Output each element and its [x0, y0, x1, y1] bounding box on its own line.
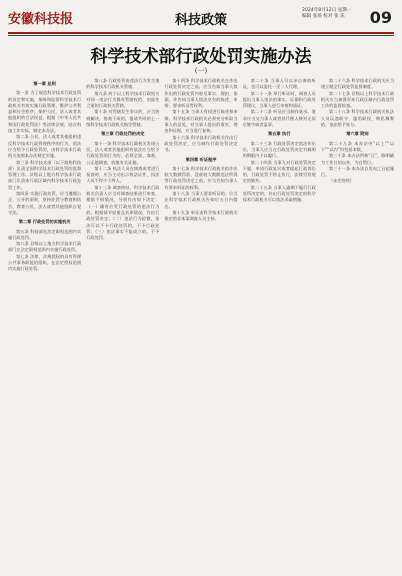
article-paragraph: 第三十一条 本办法自发布之日起施行。: [320, 165, 394, 178]
article-paragraph: 第十条 对管辖发生争议的，应当协商解决，协商不成的，报请共同的上一级科学技术行政机关指定管辖。: [86, 109, 160, 128]
editor-line: 编辑 张扬 校对 张 乐: [302, 14, 345, 19]
chapter-heading: 第一章 总则: [33, 81, 56, 86]
article-column: [164, 78, 237, 570]
article-paragraph: 第二十四条 当事人对行政处罚决定不服，申请行政复议或者提起行政诉讼的，行政处罚不停止执行，法律另有规定的除外。: [242, 159, 316, 184]
chapter-heading: 第六章 附则: [346, 131, 369, 137]
chapter-heading: 第五章 执行: [268, 131, 291, 137]
article-title: 科学技术部行政处罚实施办法: [90, 47, 312, 67]
article-paragraph: （未完待续）: [328, 178, 354, 184]
date-line: 2024年8月12日 星期一: [302, 8, 352, 13]
article-paragraph: 第十三条 调查终结，科学技术行政机关负责人应当对调查结果进行审查，根据不同情况，分别作出如下决定：（一）确有应受行政处罚的违法行为的，根据情节轻重及具体情况，作出行政处罚决定；（二）违法行为轻微，依法可以不予行政处罚的，不予行政处罚；（三）违法事实不能成立的，不予行政处罚。: [86, 184, 160, 241]
chapter-heading: 第四章 听证程序: [185, 156, 217, 162]
article-column: [8, 78, 81, 570]
article-column: [321, 78, 394, 570]
masthead-rule: [8, 32, 394, 34]
article-paragraph: 第八条 行政处罚由违法行为发生地的科学技术行政机关管辖。: [86, 78, 160, 90]
article-paragraph: 第二十五条 当事人逾期不履行行政处罚决定的，作出行政处罚决定的科学技术行政机关可以依法采取措施。: [242, 184, 316, 203]
article-paragraph: 第九条 两个以上科学技术行政机关对同一违法行为都有管辖权的，由最先立案的行政机关管辖。: [86, 90, 160, 109]
article-paragraph: 第二十八条 科学技术行政机关执法人员玩忽职守、滥用职权、徇私舞弊的，依法给予处分。: [320, 109, 394, 128]
chapter-heading: 第二章 行政处罚的实施机关: [18, 219, 71, 225]
article-paragraph: 第十七条 科学技术行政机关拟作出较大数额罚款、没收较大数额违法所得等行政处罚决定之前，应当告知当事人有要求听证的权利。: [164, 165, 238, 190]
article-paragraph: 第二十七条 县级以上科学技术行政机关应当加强对本行政区域内行政处罚工作的监督检查。: [320, 90, 394, 109]
article-paragraph: 第二条 公民、法人或者其他组织违反科学技术行政管理秩序的行为，依法应当给予行政处罚的，由科学技术行政机关依照本办法规定实施。: [8, 134, 82, 159]
newspaper-logo: 安徽科技报: [8, 12, 74, 27]
page-number: 09: [369, 8, 392, 27]
article-part-label: (一): [194, 67, 208, 75]
article-paragraph: 第三十条 本办法所称“日”，除明确为工作日的以外，为自然日。: [320, 153, 394, 165]
article-paragraph: 第二十条 当事人可以亲自参加听证，也可以委托一至二人代理。: [242, 78, 316, 90]
article-paragraph: 第十九条 听证由科学技术行政机关指定的非本案调查人员主持。: [164, 209, 238, 222]
article-paragraph: 第六条 县级以上地方科学技术行政部门在法定职权范围内实施行政处罚。: [8, 241, 82, 253]
article-paragraph: 第三条 科学技术部（以下简称科技部）负责全国科学技术行政处罚的监督管理工作。县级以上地方科学技术行政部门负责本行政区域内科学技术行政处罚工作。: [8, 159, 82, 190]
masthead-rule-thin: [8, 35, 394, 36]
article-paragraph: 第七条 法律、法规授权的具有管理公共事务职能的组织，在法定授权范围内实施行政处罚。: [8, 253, 82, 272]
article-body: [8, 78, 394, 570]
article-paragraph: 第二十二条 听证应当制作笔录。笔录应当交当事人或者其代理人核对无误后签字或者盖章。: [242, 109, 316, 128]
section-title: 科技政策: [175, 13, 228, 28]
article-paragraph: 第五条 科技部在法定职权范围内实施行政处罚。: [8, 228, 82, 240]
article-paragraph: 第四条 实施行政处罚，应当遵循公正、公开的原则，坚持处罚与教育相结合，教育公民、法人或者其他组织自觉守法。: [8, 191, 82, 215]
article-paragraph: 第一条 为了规范科学技术行政处罚的设定和实施，保障和监督科学技术行政机关有效实施行政管理，维护公共利益和社会秩序，保护公民、法人或者其他组织的合法权益，根据《中华人民共和国行政处罚法》等法律法规，结合科技工作实际，制定本办法。: [8, 90, 82, 134]
article-paragraph: 第二十九条 本办法中“以上”“以下”“以内”均包括本数。: [320, 140, 394, 152]
article-paragraph: 第二十一条 举行听证时，调查人员提出当事人违法的事实、证据和行政处罚建议，当事人进行申辩和质证。: [242, 90, 316, 109]
article-paragraph: 第十六条 科学技术行政机关作出行政处罚决定，应当制作行政处罚决定书。: [164, 134, 238, 153]
masthead: [0, 0, 402, 32]
article-paragraph: 第二十六条 科学技术行政机关应当建立健全行政处罚监督制度。: [320, 78, 394, 90]
article-paragraph: 第十五条 当事人有权进行陈述和申辩。科学技术行政机关必须充分听取当事人的意见，对当事人提出的事实、理由和证据，应当进行复核。: [164, 109, 238, 134]
chapter-heading: 第三章 行政处罚的决定: [101, 131, 145, 137]
article-paragraph: 第十四条 科学技术行政机关在作出行政处罚决定之前，应当告知当事人拟作出的行政处罚内容及事实、理由、依据，并告知当事人依法享有的陈述、申辩、要求听证等权利。: [164, 78, 238, 109]
article-paragraph: 第二十三条 行政处罚决定依法作出后，当事人应当在行政处罚决定书载明的期限内予以履行。: [242, 140, 316, 159]
article-column: [86, 78, 159, 570]
article-paragraph: 第十八条 当事人要求听证的，应当在科学技术行政机关告知后五日内提出。: [164, 191, 238, 209]
article-paragraph: 第十一条 科学技术行政机关发现公民、法人或者其他组织有依法应当给予行政处罚的行为的，必须全面、客观、公正地调查，收集有关证据。: [86, 140, 160, 165]
article-paragraph: 第十二条 执法人员在调查或者进行检查时，应当主动出示执法证件，执法人员不得少于两人。: [86, 165, 160, 184]
article-column: [243, 78, 316, 570]
